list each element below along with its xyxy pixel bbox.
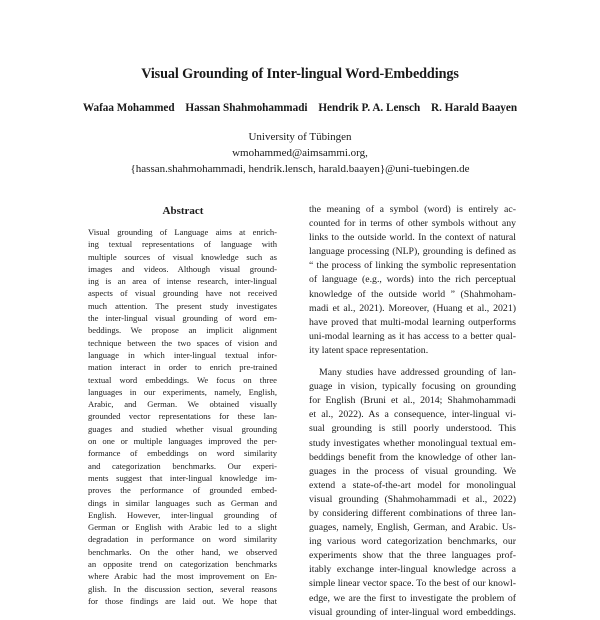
author-name: Hassan Shahmohammadi bbox=[185, 102, 308, 114]
abstract-text bbox=[88, 226, 277, 606]
text-line: sual grounding is still poorly understood. This bbox=[309, 423, 516, 435]
text-line: for those findings are laid out. We hope that bbox=[88, 595, 277, 606]
text-line: Visual grounding of Language aims at enrich- bbox=[88, 227, 277, 237]
text-line: the inter-lingual visual grounding of word em- bbox=[88, 313, 277, 324]
text-line: and categorization benchmarks. Our experi- bbox=[88, 460, 277, 471]
text-line: German or English with Arabic led to a slight bbox=[88, 522, 277, 533]
text-line: textual word embeddings. We focus on three bbox=[88, 374, 277, 385]
text-line: degradation in performance on word similarity bbox=[88, 534, 277, 545]
text-line: much attention. The present study investigates bbox=[88, 300, 277, 311]
text-line: madi et al., 2021). Moreover, (Huang et al., 2021) bbox=[309, 302, 516, 314]
text-line: guages in the process of visual grounding. We bbox=[309, 465, 516, 477]
text-line: ments suggest that inter-lingual knowledge im- bbox=[88, 472, 277, 483]
body-paragraph-2 bbox=[309, 366, 516, 620]
text-line: itably exchange inter-lingual knowledge across a bbox=[309, 564, 516, 576]
text-line: grounded vector representations for these lan- bbox=[88, 411, 277, 422]
text-line: counted for in terms of other symbols without any bbox=[309, 218, 516, 230]
text-line: visual grounding (Shahmohammadi et al., 2022) bbox=[309, 493, 516, 505]
author-name: Hendrik P. A. Lensch bbox=[318, 102, 421, 114]
paper-title: Visual Grounding of Inter-lingual Word-Embeddings bbox=[141, 66, 459, 82]
author-list bbox=[0, 102, 600, 114]
text-line: proves the performance of grounded embed- bbox=[88, 485, 277, 496]
text-line: of language (e.g., words) into the rich perceptual bbox=[309, 274, 516, 286]
text-line: simple linear vector space. To the best of our knowl- bbox=[309, 578, 516, 590]
text-line: ity latent space representation. bbox=[309, 344, 429, 356]
text-line: where Arabic had the most improvement on En- bbox=[88, 571, 277, 582]
author-name: Wafaa Mohammed bbox=[82, 102, 175, 114]
affiliation-block bbox=[0, 129, 600, 177]
text-line: extend a state-of-the-art model for monolingual bbox=[309, 479, 516, 491]
text-line: have proved that multi-modal learning outperforms bbox=[309, 316, 516, 328]
text-line: by considering different combinations of three lan- bbox=[309, 507, 516, 519]
text-line: et al., 2022). As a consequence, inter-lingual vi- bbox=[309, 409, 516, 421]
text-line: guage in vision, typically focusing on grounding bbox=[309, 381, 516, 393]
text-line: language in which inter-lingual textual infor- bbox=[88, 349, 277, 360]
abstract-heading: Abstract bbox=[162, 205, 204, 217]
text-line: links to the outside world. In the context of natural bbox=[309, 232, 516, 244]
text-line: English. However, inter-lingual grounding of bbox=[88, 509, 277, 520]
text-line: visual grounding of inter-lingual word embeddings. bbox=[309, 606, 516, 618]
affiliation-university: University of Tübingen bbox=[248, 131, 352, 143]
text-line: languages in our experiments, namely, English, bbox=[88, 386, 277, 397]
text-line: images and videos. Although visual ground- bbox=[88, 263, 277, 274]
author-name: R. Harald Baayen bbox=[431, 102, 518, 114]
text-line: beddings benefit from the knowledge of other lan- bbox=[309, 451, 516, 463]
text-line: study investigates whether monolingual textual em- bbox=[309, 437, 516, 449]
text-line: “ the process of linking the symbolic representation bbox=[309, 260, 516, 272]
introduction-column bbox=[309, 203, 516, 618]
text-line: benchmarks. On the other hand, we observed bbox=[88, 546, 277, 557]
text-line: formance of embeddings on word similarity bbox=[88, 448, 277, 459]
text-line: edge, we are the first to investigate the problem of bbox=[309, 592, 516, 604]
body-paragraph-1 bbox=[309, 203, 516, 358]
text-line: ing is an area of intense research, inter-lingual bbox=[88, 276, 277, 287]
text-line: guages, namely, English, German, and Arabic. Us- bbox=[309, 522, 516, 534]
affiliation-emails: {hassan.shahmohammadi, hendrik.lensch, harald.baayen}@uni-tuebingen.de bbox=[130, 163, 470, 175]
text-line: Arabic, and German. We obtained visually bbox=[88, 399, 277, 410]
text-line: technique between the two spaces of vision and bbox=[88, 337, 277, 348]
text-line: glish. In the discussion section, several reasons bbox=[88, 583, 277, 594]
text-line: aspects of visual grounding have not received bbox=[88, 288, 277, 299]
text-line: ing various word categorization benchmarks, our bbox=[309, 536, 516, 548]
text-line: ing textual representations of language with bbox=[88, 239, 277, 250]
text-line: for English (Bruni et al., 2014; Shahmohammadi bbox=[309, 395, 516, 407]
text-line: guages and studied whether visual grounding bbox=[88, 423, 277, 434]
text-line: an opposite trend on categorization benchmarks bbox=[88, 559, 277, 570]
text-line: Many studies have addressed grounding of lan- bbox=[319, 367, 516, 379]
text-line: beddings. We propose an implicit alignment bbox=[88, 325, 277, 336]
text-line: dings in similar languages such as German and bbox=[88, 497, 277, 508]
text-line: knowledge of the outside world ” (Shahmoham- bbox=[309, 288, 516, 300]
text-line: multiple sources of visual knowledge such as bbox=[88, 251, 277, 262]
text-line: the meaning of a symbol (word) is entirely ac- bbox=[309, 204, 516, 215]
affiliation-email: wmohammed@aimsammi.org, bbox=[232, 147, 368, 159]
text-line: uni-modal learning as it has access to a better qual- bbox=[309, 330, 516, 342]
text-line: mation interact in order to enrich pre-trained bbox=[88, 362, 277, 373]
text-line: experiments show that the three languages prof- bbox=[309, 550, 516, 562]
text-line: language processing (NLP), grounding is defined as bbox=[309, 246, 516, 258]
text-line: on one or multiple languages improved the per- bbox=[88, 436, 277, 447]
